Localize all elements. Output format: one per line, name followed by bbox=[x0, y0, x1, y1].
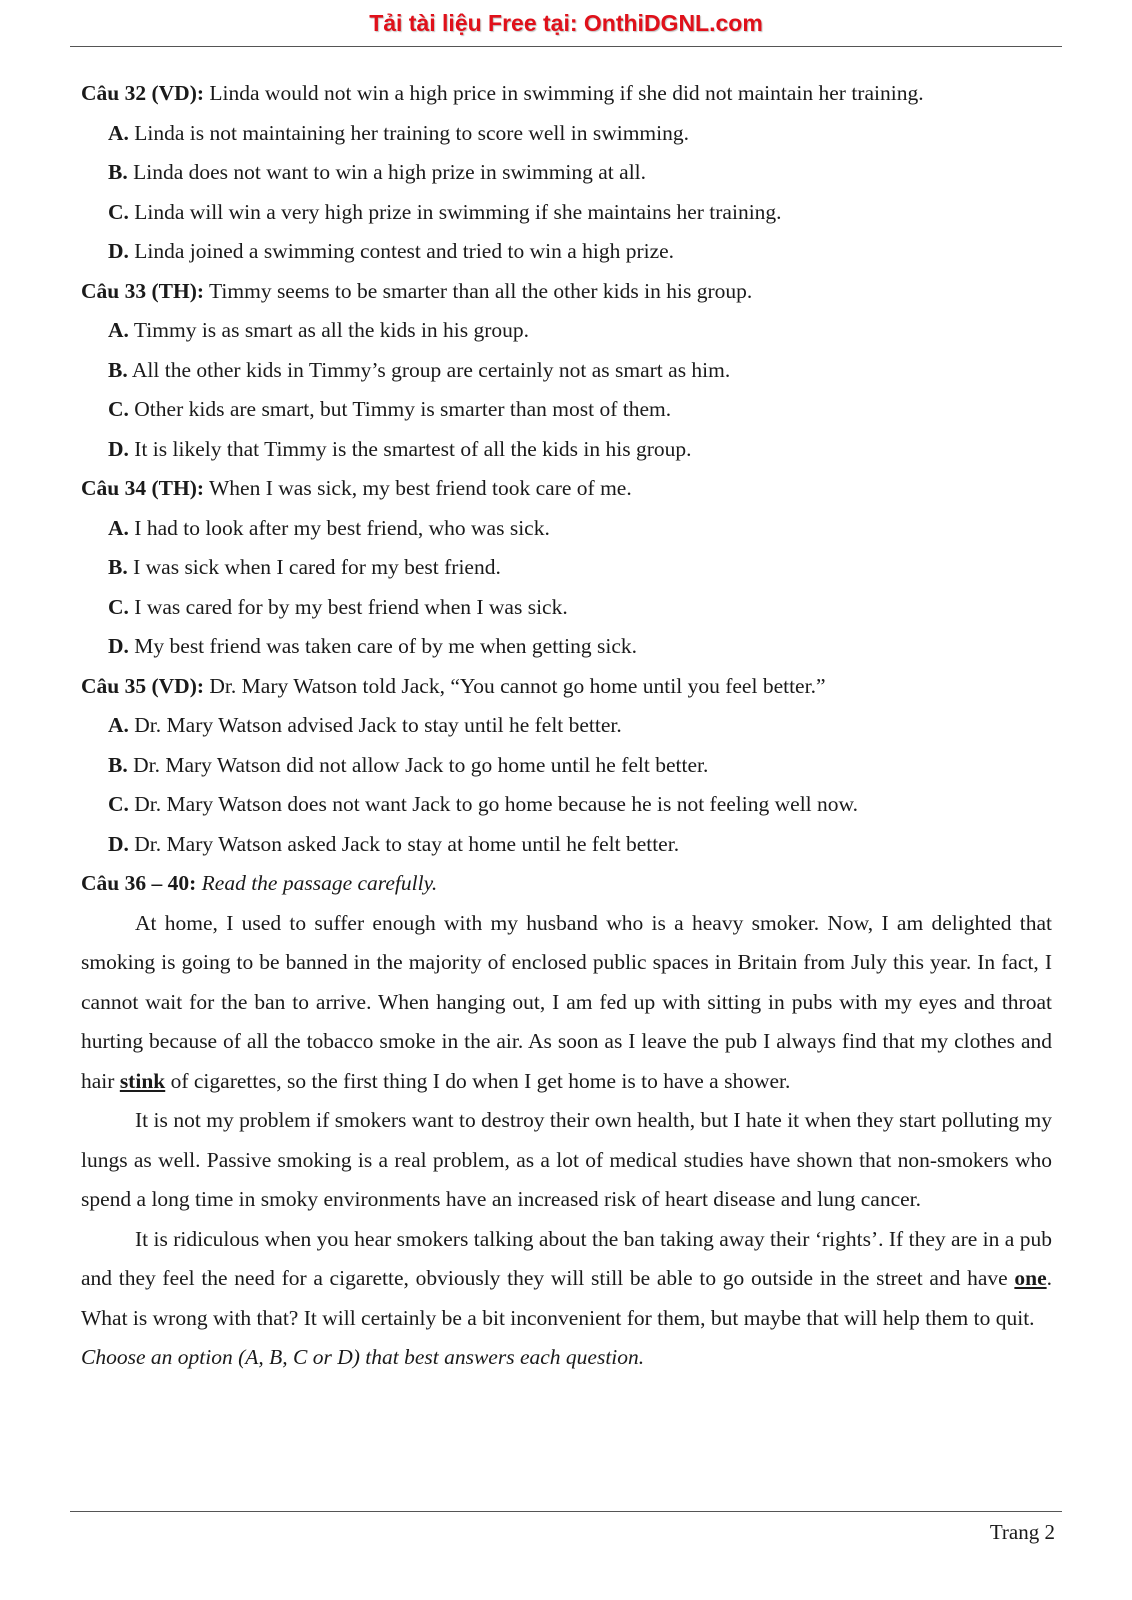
option-text: All the other kids in Timmy’s group are certainly not as smart as him. bbox=[127, 357, 731, 382]
option-letter: B. bbox=[108, 555, 128, 579]
underlined-word-one: one bbox=[1014, 1266, 1047, 1290]
option-letter: C. bbox=[108, 199, 129, 224]
question-label: Câu 34 (TH): bbox=[81, 476, 205, 500]
header-divider bbox=[70, 46, 1062, 47]
option-letter: B. bbox=[108, 752, 128, 777]
option-letter: A. bbox=[108, 713, 129, 737]
question-text: Dr. Mary Watson told Jack, “You cannot go home until you feel better.” bbox=[204, 673, 826, 698]
passage-heading bbox=[81, 864, 1052, 904]
question-label: Câu 33 (TH): bbox=[81, 278, 205, 303]
option-text: Dr. Mary Watson did not allow Jack to go home until he felt better. bbox=[127, 752, 709, 777]
answer-instruction: Choose an option (A, B, C or D) that best answers each question. bbox=[81, 1345, 645, 1369]
option-text: Linda is not maintaining her training to score well in swimming. bbox=[128, 120, 690, 145]
option-letter: B. bbox=[108, 160, 128, 184]
question-text: When I was sick, my best friend took care of me. bbox=[204, 476, 632, 500]
question-stem bbox=[81, 272, 1052, 312]
option-b bbox=[81, 351, 1052, 391]
option-text: My best friend was taken care of by me when getting sick. bbox=[128, 634, 637, 658]
underlined-word-stink: stink bbox=[119, 1068, 166, 1093]
option-text: It is likely that Timmy is the smartest of all the kids in his group. bbox=[128, 436, 692, 461]
footer-divider bbox=[70, 1511, 1062, 1512]
option-text: I had to look after my best friend, who was sick. bbox=[128, 515, 550, 540]
page-number: Trang 2 bbox=[989, 1520, 1055, 1544]
paragraph-text: At home, I used to suffer enough with my husband who is a heavy smoker. Now, I am delighted that smoking is going to be banned in the majority of enclosed public spaces in Britain from July this year. In fact, I cannot wait for the ban to arrive. When hanging out, I am fed up with sitting in pubs with my eyes and throat hurting because of all the tobacco smoke in the air. As soon as I leave the pub I always find that my clothes and hair bbox=[81, 910, 1052, 1093]
option-a bbox=[81, 706, 1052, 746]
option-text: I was cared for by my best friend when I was sick. bbox=[128, 594, 568, 619]
option-letter: C. bbox=[108, 792, 129, 816]
exam-content bbox=[81, 74, 1052, 1378]
question-32 bbox=[81, 74, 1052, 272]
question-stem bbox=[81, 74, 1052, 114]
question-label: Câu 32 (VD): bbox=[81, 81, 205, 105]
option-d bbox=[81, 825, 1052, 865]
option-letter: C. bbox=[108, 594, 129, 619]
option-c bbox=[81, 193, 1052, 233]
passage-instruction: Read the passage carefully. bbox=[201, 871, 438, 895]
option-text: Linda joined a swimming contest and tried to win a high prize. bbox=[128, 239, 675, 263]
option-text: Linda does not want to win a high prize in swimming at all. bbox=[127, 160, 647, 184]
option-b bbox=[81, 548, 1052, 588]
question-35 bbox=[81, 667, 1052, 865]
option-letter: B. bbox=[108, 357, 128, 382]
option-d bbox=[81, 430, 1052, 470]
site-header-banner: Tải tài liệu Free tại: OnthiDGNL.com bbox=[369, 10, 763, 36]
paragraph-text: It is ridiculous when you hear smokers talking about the ban taking away their ‘rights’. If they are in a pub and they feel the need for a cigarette, obviously they will still be able to go outside in the street and have bbox=[81, 1226, 1052, 1290]
question-stem bbox=[81, 469, 1052, 509]
option-letter: D. bbox=[108, 436, 129, 461]
option-c bbox=[81, 390, 1052, 430]
option-text: Timmy is as smart as all the kids in his group. bbox=[128, 318, 530, 342]
option-letter: D. bbox=[108, 831, 129, 856]
question-33 bbox=[81, 272, 1052, 470]
option-text: Dr. Mary Watson advised Jack to stay until he felt better. bbox=[128, 713, 622, 737]
option-b bbox=[81, 746, 1052, 786]
paragraph-text: . What is wrong with that? It will certainly be a bit inconvenient for them, but maybe that will help them to quit. bbox=[81, 1266, 1052, 1330]
option-a bbox=[81, 311, 1052, 351]
question-text: Timmy seems to be smarter than all the other kids in his group. bbox=[204, 278, 753, 303]
option-c bbox=[81, 785, 1052, 825]
passage-paragraph-3 bbox=[81, 1220, 1052, 1339]
option-d bbox=[81, 627, 1052, 667]
option-text: Dr. Mary Watson asked Jack to stay at home until he felt better. bbox=[128, 831, 680, 856]
option-text: Linda will win a very high prize in swimming if she maintains her training. bbox=[128, 199, 782, 224]
option-letter: A. bbox=[108, 515, 129, 540]
reading-passage bbox=[81, 864, 1052, 1378]
option-text: I was sick when I cared for my best friend. bbox=[127, 555, 501, 579]
option-c bbox=[81, 588, 1052, 628]
option-letter: D. bbox=[108, 634, 129, 658]
question-label: Câu 35 (VD): bbox=[81, 673, 205, 698]
question-stem bbox=[81, 667, 1052, 707]
passage-paragraph-2: It is not my problem if smokers want to destroy their own health, but I hate it when they start polluting my lungs as well. Passive smoking is a real problem, as a lot of medical studies have shown that non-smokers who spend a long time in smoky environments have an increased risk of heart disease and lung cancer. bbox=[81, 1108, 1052, 1211]
passage-label: Câu 36 – 40: bbox=[81, 871, 197, 895]
option-letter: C. bbox=[108, 397, 129, 421]
passage-paragraph-1 bbox=[81, 904, 1052, 1102]
option-d bbox=[81, 232, 1052, 272]
option-text: Other kids are smart, but Timmy is smarter than most of them. bbox=[128, 397, 672, 421]
option-letter: A. bbox=[108, 120, 129, 145]
question-34 bbox=[81, 469, 1052, 667]
option-letter: A. bbox=[108, 318, 129, 342]
option-a bbox=[81, 509, 1052, 549]
option-a bbox=[81, 114, 1052, 154]
option-letter: D. bbox=[108, 239, 129, 263]
question-text: Linda would not win a high price in swimming if she did not maintain her training. bbox=[204, 81, 924, 105]
paragraph-text: of cigarettes, so the first thing I do when I get home is to have a shower. bbox=[165, 1068, 791, 1093]
option-b bbox=[81, 153, 1052, 193]
option-text: Dr. Mary Watson does not want Jack to go home because he is not feeling well now. bbox=[128, 792, 859, 816]
